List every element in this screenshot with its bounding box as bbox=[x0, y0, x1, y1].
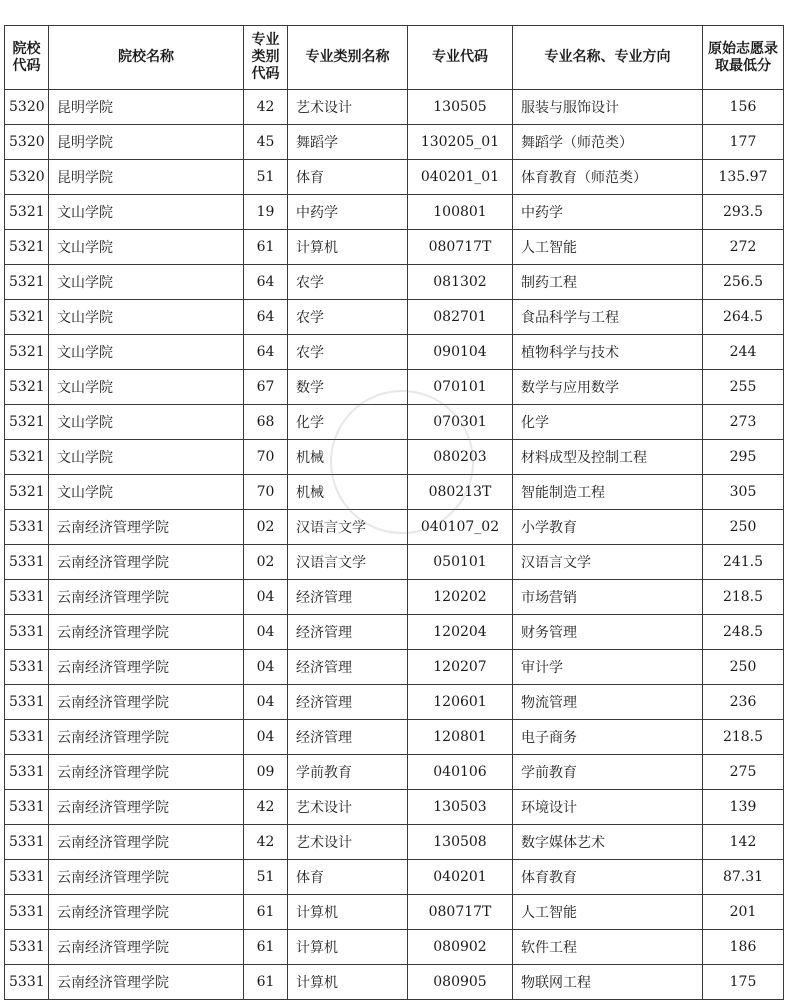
category-name-cell: 计算机 bbox=[288, 965, 408, 1000]
major-name-cell: 材料成型及控制工程 bbox=[513, 440, 703, 475]
category-name-cell: 机械 bbox=[288, 440, 408, 475]
category-code-cell: 42 bbox=[244, 825, 288, 860]
min-score-cell: 142 bbox=[703, 825, 784, 860]
category-code-cell: 61 bbox=[244, 930, 288, 965]
min-score-cell: 272 bbox=[703, 230, 784, 265]
major-name-cell: 化学 bbox=[513, 405, 703, 440]
major-code-cell: 120207 bbox=[408, 650, 513, 685]
category-code-cell: 70 bbox=[244, 475, 288, 510]
school-code-cell: 5320 bbox=[5, 90, 49, 125]
category-name-cell: 计算机 bbox=[288, 930, 408, 965]
header-category-name: 专业类别名称 bbox=[288, 26, 408, 90]
school-code-cell: 5320 bbox=[5, 160, 49, 195]
category-code-cell: 02 bbox=[244, 510, 288, 545]
table-row bbox=[5, 90, 784, 125]
table-row bbox=[5, 475, 784, 510]
table-row bbox=[5, 895, 784, 930]
school-name-cell: 文山学院 bbox=[49, 370, 244, 405]
table-row bbox=[5, 230, 784, 265]
major-code-cell: 080717T bbox=[408, 230, 513, 265]
category-name-cell: 汉语言文学 bbox=[288, 545, 408, 580]
major-code-cell: 120801 bbox=[408, 720, 513, 755]
major-code-cell: 090104 bbox=[408, 335, 513, 370]
category-name-cell: 经济管理 bbox=[288, 685, 408, 720]
major-name-cell: 物联网工程 bbox=[513, 965, 703, 1000]
table-row bbox=[5, 405, 784, 440]
min-score-cell: 201 bbox=[703, 895, 784, 930]
header-major-code: 专业代码 bbox=[408, 26, 513, 90]
category-code-cell: 04 bbox=[244, 650, 288, 685]
min-score-cell: 156 bbox=[703, 90, 784, 125]
major-name-cell: 数学与应用数学 bbox=[513, 370, 703, 405]
major-code-cell: 130205_01 bbox=[408, 125, 513, 160]
school-name-cell: 昆明学院 bbox=[49, 125, 244, 160]
school-code-cell: 5331 bbox=[5, 965, 49, 1000]
major-name-cell: 人工智能 bbox=[513, 895, 703, 930]
major-name-cell: 植物科学与技术 bbox=[513, 335, 703, 370]
major-code-cell: 130503 bbox=[408, 790, 513, 825]
table-row bbox=[5, 650, 784, 685]
category-name-cell: 农学 bbox=[288, 265, 408, 300]
header-category-code: 专业类别代码 bbox=[244, 26, 288, 90]
school-code-cell: 5331 bbox=[5, 755, 49, 790]
category-name-cell: 舞蹈学 bbox=[288, 125, 408, 160]
category-code-cell: 19 bbox=[244, 195, 288, 230]
school-code-cell: 5331 bbox=[5, 580, 49, 615]
header-min-score: 原始志愿录取最低分 bbox=[703, 26, 784, 90]
min-score-cell: 264.5 bbox=[703, 300, 784, 335]
school-code-cell: 5331 bbox=[5, 545, 49, 580]
major-name-cell: 体育教育 bbox=[513, 860, 703, 895]
category-name-cell: 化学 bbox=[288, 405, 408, 440]
category-code-cell: 70 bbox=[244, 440, 288, 475]
category-code-cell: 64 bbox=[244, 335, 288, 370]
table-row bbox=[5, 300, 784, 335]
min-score-cell: 87.31 bbox=[703, 860, 784, 895]
major-code-cell: 040106 bbox=[408, 755, 513, 790]
table-row bbox=[5, 685, 784, 720]
major-code-cell: 050101 bbox=[408, 545, 513, 580]
min-score-cell: 177 bbox=[703, 125, 784, 160]
category-code-cell: 61 bbox=[244, 230, 288, 265]
table-row bbox=[5, 720, 784, 755]
category-code-cell: 09 bbox=[244, 755, 288, 790]
major-code-cell: 080902 bbox=[408, 930, 513, 965]
category-code-cell: 61 bbox=[244, 965, 288, 1000]
min-score-cell: 295 bbox=[703, 440, 784, 475]
major-name-cell: 舞蹈学（师范类） bbox=[513, 125, 703, 160]
school-code-cell: 5331 bbox=[5, 510, 49, 545]
category-name-cell: 经济管理 bbox=[288, 650, 408, 685]
school-name-cell: 云南经济管理学院 bbox=[49, 825, 244, 860]
school-code-cell: 5331 bbox=[5, 790, 49, 825]
school-code-cell: 5321 bbox=[5, 440, 49, 475]
table-row bbox=[5, 790, 784, 825]
category-name-cell: 数学 bbox=[288, 370, 408, 405]
major-name-cell: 服装与服饰设计 bbox=[513, 90, 703, 125]
school-name-cell: 文山学院 bbox=[49, 230, 244, 265]
category-code-cell: 45 bbox=[244, 125, 288, 160]
category-name-cell: 经济管理 bbox=[288, 720, 408, 755]
major-name-cell: 汉语言文学 bbox=[513, 545, 703, 580]
min-score-cell: 175 bbox=[703, 965, 784, 1000]
school-name-cell: 文山学院 bbox=[49, 475, 244, 510]
major-name-cell: 数字媒体艺术 bbox=[513, 825, 703, 860]
category-code-cell: 04 bbox=[244, 685, 288, 720]
school-name-cell: 云南经济管理学院 bbox=[49, 650, 244, 685]
category-code-cell: 61 bbox=[244, 895, 288, 930]
category-code-cell: 64 bbox=[244, 300, 288, 335]
category-code-cell: 02 bbox=[244, 545, 288, 580]
category-name-cell: 农学 bbox=[288, 300, 408, 335]
min-score-cell: 293.5 bbox=[703, 195, 784, 230]
min-score-cell: 236 bbox=[703, 685, 784, 720]
major-code-cell: 080203 bbox=[408, 440, 513, 475]
major-code-cell: 120202 bbox=[408, 580, 513, 615]
major-name-cell: 人工智能 bbox=[513, 230, 703, 265]
school-code-cell: 5321 bbox=[5, 230, 49, 265]
min-score-cell: 244 bbox=[703, 335, 784, 370]
category-code-cell: 42 bbox=[244, 790, 288, 825]
min-score-cell: 218.5 bbox=[703, 720, 784, 755]
school-name-cell: 昆明学院 bbox=[49, 160, 244, 195]
school-code-cell: 5331 bbox=[5, 615, 49, 650]
school-name-cell: 文山学院 bbox=[49, 300, 244, 335]
major-name-cell: 学前教育 bbox=[513, 755, 703, 790]
major-code-cell: 080213T bbox=[408, 475, 513, 510]
major-name-cell: 市场营销 bbox=[513, 580, 703, 615]
school-code-cell: 5321 bbox=[5, 335, 49, 370]
category-code-cell: 04 bbox=[244, 720, 288, 755]
category-name-cell: 艺术设计 bbox=[288, 825, 408, 860]
school-code-cell: 5321 bbox=[5, 195, 49, 230]
school-name-cell: 云南经济管理学院 bbox=[49, 720, 244, 755]
table-row bbox=[5, 930, 784, 965]
table-row bbox=[5, 580, 784, 615]
major-code-cell: 081302 bbox=[408, 265, 513, 300]
table-row bbox=[5, 195, 784, 230]
major-name-cell: 食品科学与工程 bbox=[513, 300, 703, 335]
school-code-cell: 5331 bbox=[5, 720, 49, 755]
school-name-cell: 云南经济管理学院 bbox=[49, 860, 244, 895]
school-code-cell: 5331 bbox=[5, 860, 49, 895]
min-score-cell: 255 bbox=[703, 370, 784, 405]
major-code-cell: 100801 bbox=[408, 195, 513, 230]
table-row bbox=[5, 860, 784, 895]
table-row bbox=[5, 825, 784, 860]
admission-table bbox=[4, 25, 784, 1000]
school-code-cell: 5331 bbox=[5, 825, 49, 860]
table-row bbox=[5, 125, 784, 160]
table-row bbox=[5, 160, 784, 195]
major-name-cell: 物流管理 bbox=[513, 685, 703, 720]
table-row bbox=[5, 510, 784, 545]
school-name-cell: 云南经济管理学院 bbox=[49, 580, 244, 615]
school-code-cell: 5321 bbox=[5, 475, 49, 510]
category-name-cell: 计算机 bbox=[288, 230, 408, 265]
table-row bbox=[5, 615, 784, 650]
major-name-cell: 电子商务 bbox=[513, 720, 703, 755]
school-name-cell: 云南经济管理学院 bbox=[49, 755, 244, 790]
category-name-cell: 艺术设计 bbox=[288, 90, 408, 125]
school-name-cell: 文山学院 bbox=[49, 440, 244, 475]
category-name-cell: 学前教育 bbox=[288, 755, 408, 790]
major-code-cell: 130505 bbox=[408, 90, 513, 125]
category-code-cell: 04 bbox=[244, 615, 288, 650]
table-row bbox=[5, 965, 784, 1000]
major-name-cell: 制药工程 bbox=[513, 265, 703, 300]
school-code-cell: 5331 bbox=[5, 930, 49, 965]
table-row bbox=[5, 545, 784, 580]
table-row bbox=[5, 335, 784, 370]
major-name-cell: 中药学 bbox=[513, 195, 703, 230]
min-score-cell: 218.5 bbox=[703, 580, 784, 615]
category-code-cell: 04 bbox=[244, 580, 288, 615]
major-code-cell: 040201 bbox=[408, 860, 513, 895]
major-code-cell: 120204 bbox=[408, 615, 513, 650]
category-code-cell: 68 bbox=[244, 405, 288, 440]
category-name-cell: 体育 bbox=[288, 860, 408, 895]
school-name-cell: 文山学院 bbox=[49, 195, 244, 230]
school-name-cell: 昆明学院 bbox=[49, 90, 244, 125]
major-name-cell: 软件工程 bbox=[513, 930, 703, 965]
school-code-cell: 5321 bbox=[5, 405, 49, 440]
school-name-cell: 文山学院 bbox=[49, 405, 244, 440]
min-score-cell: 250 bbox=[703, 650, 784, 685]
school-code-cell: 5321 bbox=[5, 300, 49, 335]
category-code-cell: 67 bbox=[244, 370, 288, 405]
major-code-cell: 080717T bbox=[408, 895, 513, 930]
table-body bbox=[5, 90, 784, 1000]
category-name-cell: 农学 bbox=[288, 335, 408, 370]
category-code-cell: 51 bbox=[244, 160, 288, 195]
major-name-cell: 体育教育（师范类） bbox=[513, 160, 703, 195]
min-score-cell: 186 bbox=[703, 930, 784, 965]
min-score-cell: 248.5 bbox=[703, 615, 784, 650]
table-row bbox=[5, 440, 784, 475]
major-name-cell: 审计学 bbox=[513, 650, 703, 685]
header-major-name: 专业名称、专业方向 bbox=[513, 26, 703, 90]
min-score-cell: 256.5 bbox=[703, 265, 784, 300]
category-name-cell: 计算机 bbox=[288, 895, 408, 930]
category-name-cell: 中药学 bbox=[288, 195, 408, 230]
table-row bbox=[5, 265, 784, 300]
major-name-cell: 智能制造工程 bbox=[513, 475, 703, 510]
major-name-cell: 环境设计 bbox=[513, 790, 703, 825]
school-code-cell: 5321 bbox=[5, 370, 49, 405]
school-name-cell: 文山学院 bbox=[49, 335, 244, 370]
school-name-cell: 云南经济管理学院 bbox=[49, 965, 244, 1000]
major-code-cell: 070301 bbox=[408, 405, 513, 440]
school-name-cell: 云南经济管理学院 bbox=[49, 685, 244, 720]
table-header-row bbox=[5, 26, 784, 90]
school-code-cell: 5320 bbox=[5, 125, 49, 160]
min-score-cell: 273 bbox=[703, 405, 784, 440]
min-score-cell: 275 bbox=[703, 755, 784, 790]
category-code-cell: 64 bbox=[244, 265, 288, 300]
major-code-cell: 040201_01 bbox=[408, 160, 513, 195]
school-name-cell: 云南经济管理学院 bbox=[49, 615, 244, 650]
school-code-cell: 5331 bbox=[5, 895, 49, 930]
school-name-cell: 云南经济管理学院 bbox=[49, 545, 244, 580]
school-name-cell: 云南经济管理学院 bbox=[49, 895, 244, 930]
min-score-cell: 135.97 bbox=[703, 160, 784, 195]
major-code-cell: 070101 bbox=[408, 370, 513, 405]
school-code-cell: 5331 bbox=[5, 685, 49, 720]
category-name-cell: 机械 bbox=[288, 475, 408, 510]
school-name-cell: 云南经济管理学院 bbox=[49, 510, 244, 545]
category-name-cell: 经济管理 bbox=[288, 615, 408, 650]
major-code-cell: 130508 bbox=[408, 825, 513, 860]
category-name-cell: 体育 bbox=[288, 160, 408, 195]
category-name-cell: 汉语言文学 bbox=[288, 510, 408, 545]
category-name-cell: 经济管理 bbox=[288, 580, 408, 615]
header-school-name: 院校名称 bbox=[49, 26, 244, 90]
school-name-cell: 文山学院 bbox=[49, 265, 244, 300]
table-row bbox=[5, 755, 784, 790]
school-code-cell: 5331 bbox=[5, 650, 49, 685]
category-code-cell: 42 bbox=[244, 90, 288, 125]
school-name-cell: 云南经济管理学院 bbox=[49, 790, 244, 825]
category-code-cell: 51 bbox=[244, 860, 288, 895]
table-row bbox=[5, 370, 784, 405]
min-score-cell: 139 bbox=[703, 790, 784, 825]
major-code-cell: 080905 bbox=[408, 965, 513, 1000]
major-code-cell: 082701 bbox=[408, 300, 513, 335]
major-code-cell: 120601 bbox=[408, 685, 513, 720]
min-score-cell: 305 bbox=[703, 475, 784, 510]
major-code-cell: 040107_02 bbox=[408, 510, 513, 545]
major-name-cell: 小学教育 bbox=[513, 510, 703, 545]
school-code-cell: 5321 bbox=[5, 265, 49, 300]
category-name-cell: 艺术设计 bbox=[288, 790, 408, 825]
major-name-cell: 财务管理 bbox=[513, 615, 703, 650]
min-score-cell: 241.5 bbox=[703, 545, 784, 580]
header-school-code: 院校代码 bbox=[5, 26, 49, 90]
min-score-cell: 250 bbox=[703, 510, 784, 545]
school-name-cell: 云南经济管理学院 bbox=[49, 930, 244, 965]
